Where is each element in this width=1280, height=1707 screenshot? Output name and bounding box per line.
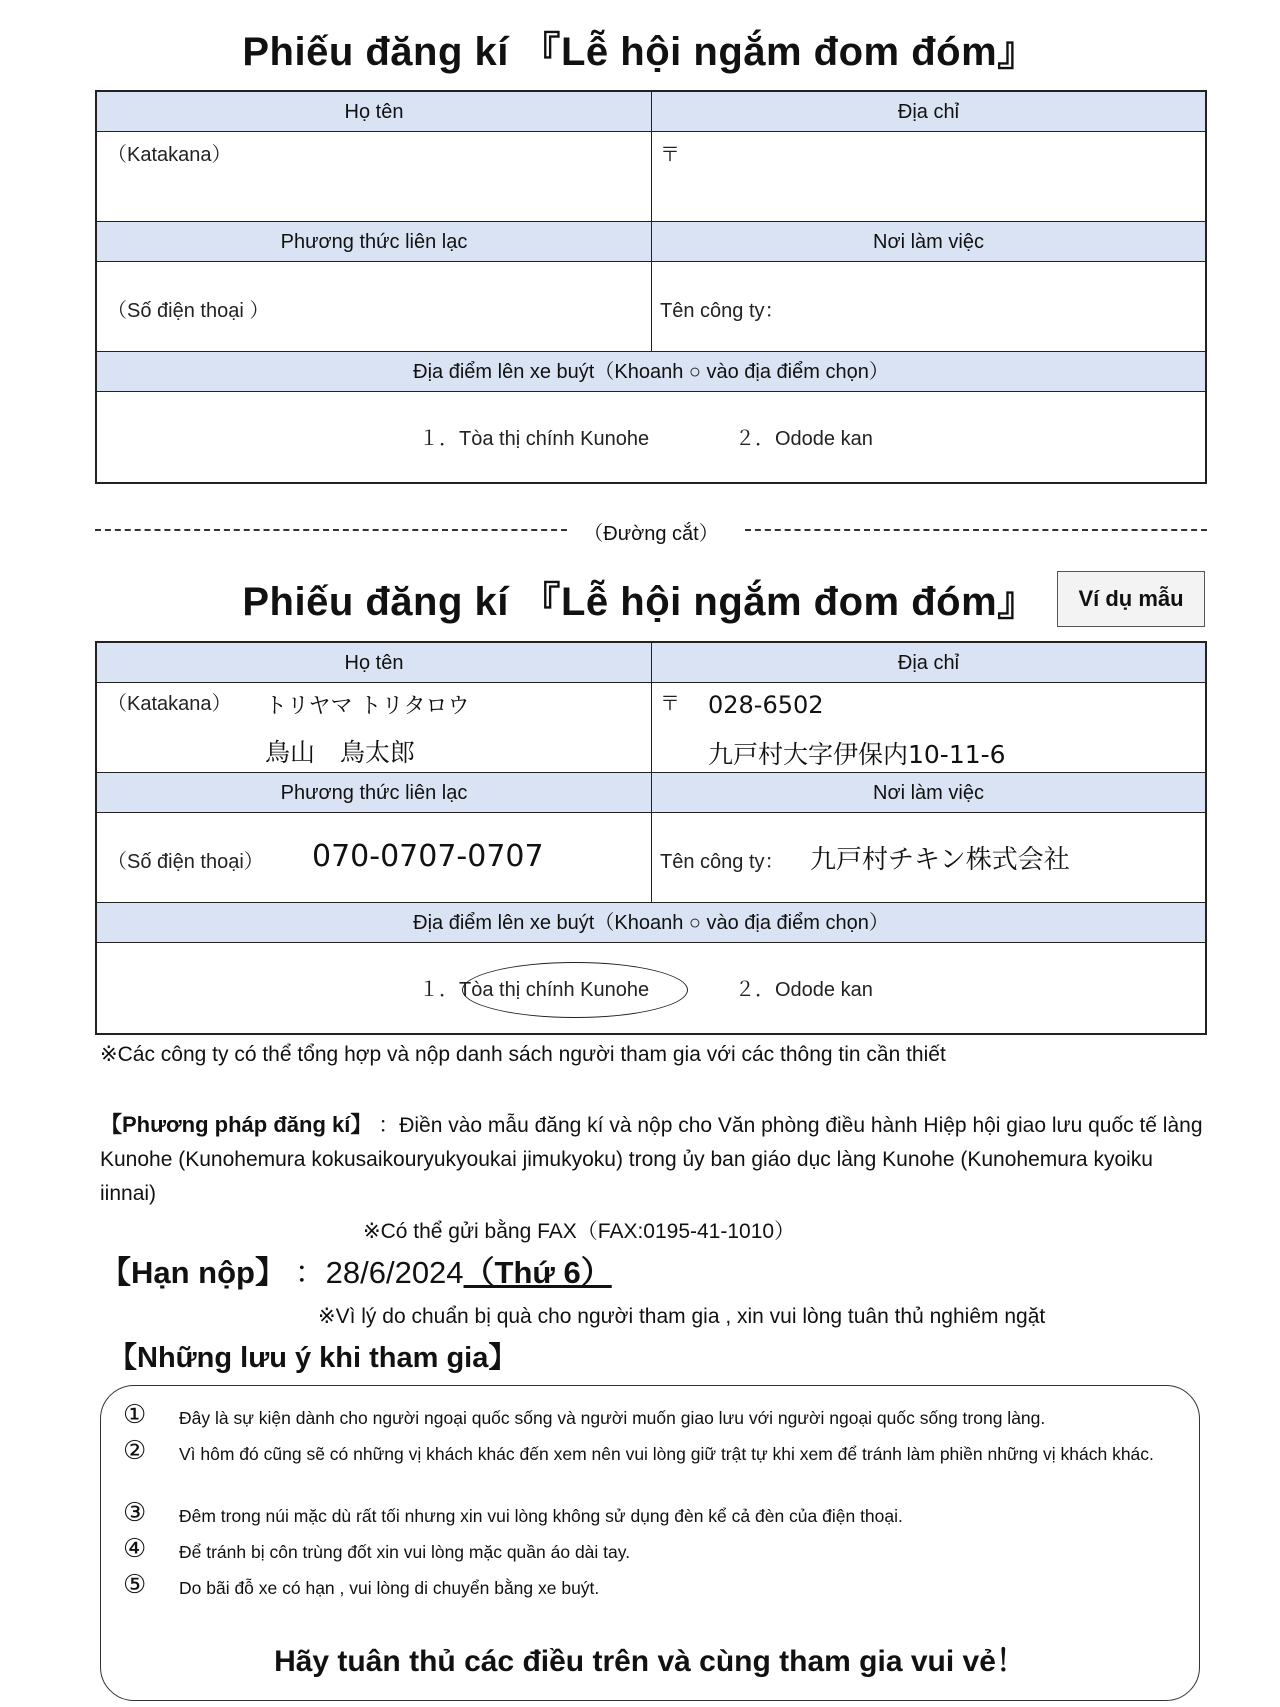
registration-method <box>100 1108 1210 1211</box>
bus-option-1[interactable]: １．Tòa thị chính Kunohe <box>419 979 650 1001</box>
registration-form-blank <box>95 90 1207 484</box>
company-field[interactable] <box>651 813 1205 903</box>
notes-box <box>100 1385 1200 1701</box>
name-header: Họ tên <box>97 92 651 132</box>
name-katakana-value: トリヤマ トリタロウ <box>265 694 470 719</box>
cut-line <box>95 515 1207 545</box>
bus-option-2[interactable]: ２．Odode kan <box>735 428 873 450</box>
registration-text: ：Điền vào mẫu đăng kí và nộp cho Văn phòng điều hành Hiệp hội giao lưu quốc tế làng Kunohe (Kunohemura kokusaikouryukyoukai jimukyoku) trong ủy ban giáo dục làng Kunohe (Kunohemura kyoiku iinnai) <box>100 1114 1203 1205</box>
company-field[interactable] <box>651 262 1205 352</box>
note-text: Vì hôm đó cũng sẽ có những vị khách khác đến xem nên vui lòng giữ trật tự khi xem để tránh làm phiền những vị khách khác. <box>179 1444 1154 1464</box>
notes-heading: 【Những lưu ý khi tham gia】 <box>108 1342 518 1374</box>
form-title: Phiếu đăng kí 『Lễ hội ngắm đom đóm』 <box>242 30 1038 74</box>
contact-header: Phương thức liên lạc <box>97 773 651 813</box>
address-value: 九戸村大字伊保内10-11-6 <box>708 740 1006 769</box>
phone-field[interactable] <box>97 262 651 352</box>
address-field[interactable] <box>651 132 1205 222</box>
name-field[interactable] <box>97 132 651 222</box>
closing-message: Hãy tuân thủ các điều trên và cùng tham gia vui vẻ！ <box>274 1645 1026 1678</box>
address-header: Địa chỉ <box>651 92 1205 132</box>
address-header: Địa chỉ <box>651 643 1205 683</box>
note-item <box>123 1569 1183 1602</box>
company-note: ※Các công ty có thể tổng hợp và nộp danh sách người tham gia với các thông tin cần thiết <box>100 1043 946 1066</box>
workplace-header: Nơi làm việc <box>651 773 1205 813</box>
note-number: ① <box>123 1399 147 1429</box>
company-label: Tên công ty： <box>660 300 785 322</box>
name-kanji-value: 鳥山 鳥太郎 <box>265 738 416 767</box>
registration-heading: 【Phương pháp đăng kí】 <box>100 1112 373 1137</box>
postal-mark: 〒 <box>660 693 680 715</box>
bus-stop-header: Địa điểm lên xe buýt（Khoanh ○ vào địa điểm chọn） <box>97 903 1205 943</box>
phone-label: （Số điện thoại ） <box>107 300 270 322</box>
katakana-hint: （Katakana） <box>107 693 232 715</box>
workplace-header: Nơi làm việc <box>651 222 1205 262</box>
deadline <box>100 1252 612 1294</box>
company-value: 九戸村チキン株式会社 <box>810 845 1070 875</box>
note-number: ⑤ <box>123 1569 147 1599</box>
postal-mark: 〒 <box>660 144 680 166</box>
deadline-note: ※Vì lý do chuẩn bị quà cho người tham gia , xin vui lòng tuân thủ nghiêm ngặt <box>318 1305 1046 1328</box>
note-item <box>123 1533 1183 1566</box>
phone-field[interactable] <box>97 813 651 903</box>
address-field[interactable] <box>651 683 1205 773</box>
note-item <box>123 1497 1183 1530</box>
note-item <box>123 1435 1183 1468</box>
note-text: Để tránh bị côn trùng đốt xin vui lòng mặc quần áo dài tay. <box>179 1542 631 1562</box>
note-text: Đêm trong núi mặc dù rất tối nhưng xin vui lòng không sử dụng đèn kể cả đèn của điện thoại. <box>179 1506 903 1526</box>
deadline-weekday: （Thứ 6） <box>463 1255 612 1290</box>
deadline-date: ：28/6/2024 <box>294 1255 464 1290</box>
bus-stop-options <box>97 392 1205 482</box>
phone-value: 070-0707-0707 <box>312 839 544 874</box>
sample-form-title: Phiếu đăng kí 『Lễ hội ngắm đom đóm』 <box>242 580 1038 624</box>
deadline-heading: 【Hạn nộp】 <box>100 1255 286 1290</box>
sample-badge: Ví dụ mẫu <box>1057 571 1205 627</box>
note-text: Do bãi đỗ xe có hạn , vui lòng di chuyển bằng xe buýt. <box>179 1578 600 1598</box>
name-field[interactable] <box>97 683 651 773</box>
phone-label: （Số điện thoại） <box>107 851 264 873</box>
bus-stop-header: Địa điểm lên xe buýt（Khoanh ○ vào địa điểm chọn） <box>97 352 1205 392</box>
bus-option-1[interactable]: １．Tòa thị chính Kunohe <box>419 428 650 450</box>
name-header: Họ tên <box>97 643 651 683</box>
katakana-hint: （Katakana） <box>107 144 232 166</box>
bus-option-2[interactable]: ２．Odode kan <box>735 979 873 1001</box>
note-number: ④ <box>123 1533 147 1563</box>
note-text: Đây là sự kiện dành cho người ngoại quốc sống và người muốn giao lưu với người ngoại quốc sống trong làng. <box>179 1408 1046 1428</box>
note-item <box>123 1399 1183 1432</box>
selected-option-circle <box>462 962 688 1018</box>
contact-header: Phương thức liên lạc <box>97 222 651 262</box>
postal-code-value: 028-6502 <box>708 691 824 719</box>
company-label: Tên công ty： <box>660 851 785 873</box>
note-number: ③ <box>123 1497 147 1527</box>
note-number: ② <box>123 1435 147 1465</box>
fax-note: ※Có thể gửi bằng FAX（FAX:0195-41-1010） <box>363 1220 796 1243</box>
cut-line-label: （Đường cắt） <box>583 523 719 545</box>
